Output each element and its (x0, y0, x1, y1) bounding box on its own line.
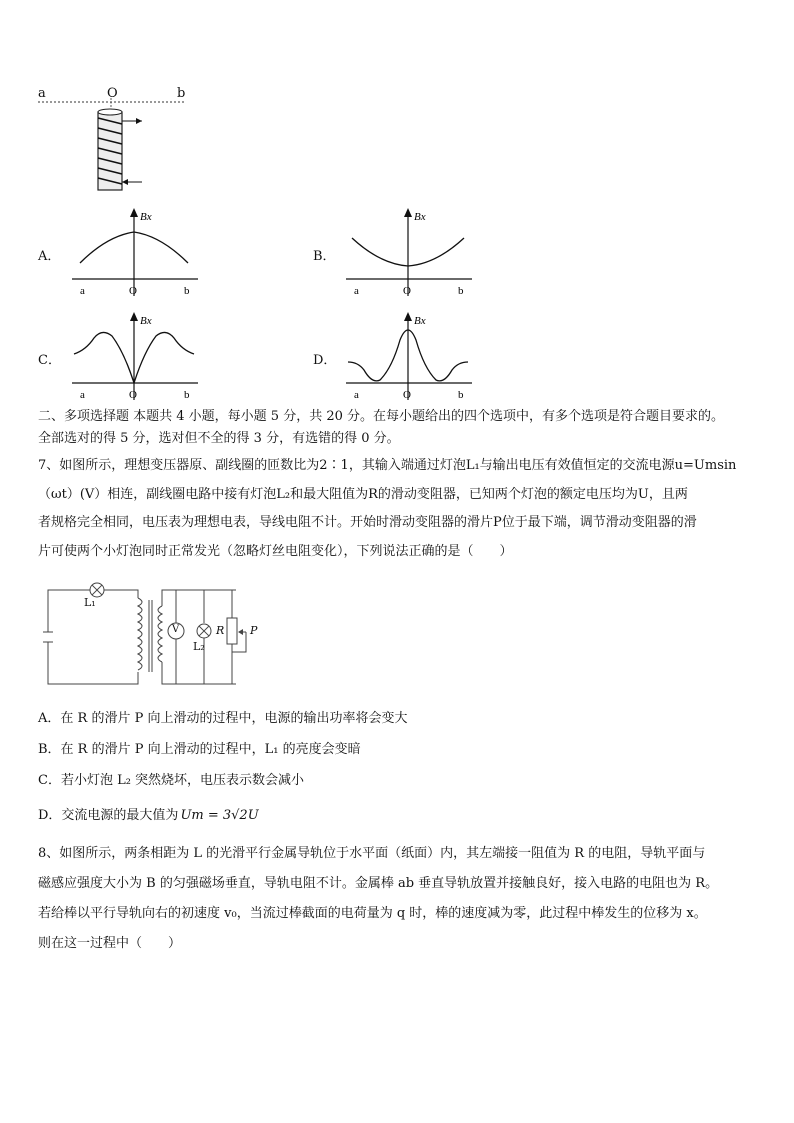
option-b-letter: B． (313, 249, 336, 264)
tick-a: a (354, 389, 359, 401)
graph-c (70, 310, 200, 402)
q8-line-2: 磁感应强度大小为 B 的匀强磁场垂直，导轨电阻不计。金属棒 ab 垂直导轨放置并接触良好，接入电路的电阻也为 R。 (38, 876, 719, 891)
l2-label: L₂ (193, 640, 205, 653)
label-b: b (177, 86, 186, 101)
tick-b: b (184, 389, 190, 401)
question-8-stem (38, 839, 758, 959)
label-o: O (107, 86, 118, 101)
section-2-line-2: 全部选对的得 5 分，选对但不全的得 3 分，有选错的得 0 分。 (38, 431, 400, 446)
q7-line-3: 者规格完全相同，电压表为理想电表，导线电阻不计。开始时滑动变阻器的滑片P位于最下端，调节滑动变阻器的滑 (38, 515, 697, 530)
r-label: R (216, 624, 225, 637)
q7-line-2: （ωt）(V）相连，副线圈电路中接有灯泡L₂和最大阻值为R的滑动变阻器，已知两个灯泡的额定电压均为U，且两 (38, 486, 688, 502)
tick-a: a (354, 285, 359, 297)
tick-o: O (129, 389, 137, 401)
axis-label: Bx (414, 315, 426, 327)
q8-line-4: 则在这一过程中（ ） (38, 936, 182, 951)
q7-option-d-formula: Um = 3√2U (180, 808, 259, 823)
tick-o: O (403, 389, 411, 401)
p-label: P (250, 624, 258, 637)
tick-a: a (80, 389, 85, 401)
q7-option-d (38, 804, 259, 823)
question-7-stem (38, 452, 758, 566)
axis-label: Bx (140, 315, 152, 327)
tick-o: O (129, 285, 137, 297)
graph-a (70, 206, 200, 298)
axis-label: Bx (414, 211, 426, 223)
tick-o: O (403, 285, 411, 297)
section-2-line-1: 二、多项选择题 本题共 4 小题，每小题 5 分，共 20 分。在每小题给出的四个选项中，有多个选项是符合题目要求的。 (38, 409, 725, 424)
tick-b: b (184, 285, 190, 297)
q8-line-3: 若给棒以平行导轨向右的初速度 v₀，当流过棒截面的电荷量为 q 时，棒的速度减为零，此过程中棒发生的位移为 x。 (38, 906, 707, 921)
l1-label: L₁ (84, 596, 96, 609)
graph-b (344, 206, 474, 298)
graph-d (344, 310, 474, 402)
q7-line-4: 片可使两个小灯泡同时正常发光（忽略灯丝电阻变化），下列说法正确的是（ ） (38, 543, 513, 559)
q7-option-a: A．在 R 的滑片 P 向上滑动的过程中，电源的输出功率将会变大 (38, 711, 408, 726)
option-c-letter: C． (38, 353, 61, 368)
option-d-letter: D． (313, 353, 337, 368)
q7-circuit-diagram (40, 580, 280, 690)
axis-label: Bx (140, 211, 152, 223)
option-a-letter: A． (38, 249, 61, 264)
q8-line-1: 8、如图所示，两条相距为 L 的光滑平行金属导轨位于水平面（纸面）内，其左端接一阻值为 R 的电阻，导轨平面与 (38, 846, 706, 861)
tick-b: b (458, 285, 464, 297)
section-2-instructions (38, 406, 758, 450)
q7-line-1: 7、如图所示，理想变压器原、副线圈的匝数比为2∶1，其输入端通过灯泡L₁与输出电压有效值恒定的交流电源u=Umsin (38, 458, 737, 473)
q7-option-d-text: D．交流电源的最大值为 (38, 808, 179, 823)
solenoid-drawing (34, 84, 194, 194)
voltmeter-label: V (172, 624, 180, 635)
tick-b: b (458, 389, 464, 401)
tick-a: a (80, 285, 85, 297)
solenoid-figure (34, 84, 194, 194)
label-a: a (38, 86, 46, 101)
q7-option-c: C．若小灯泡 L₂ 突然烧坏，电压表示数会减小 (38, 773, 305, 788)
q7-option-b: B．在 R 的滑片 P 向上滑动的过程中，L₁ 的亮度会变暗 (38, 742, 361, 757)
